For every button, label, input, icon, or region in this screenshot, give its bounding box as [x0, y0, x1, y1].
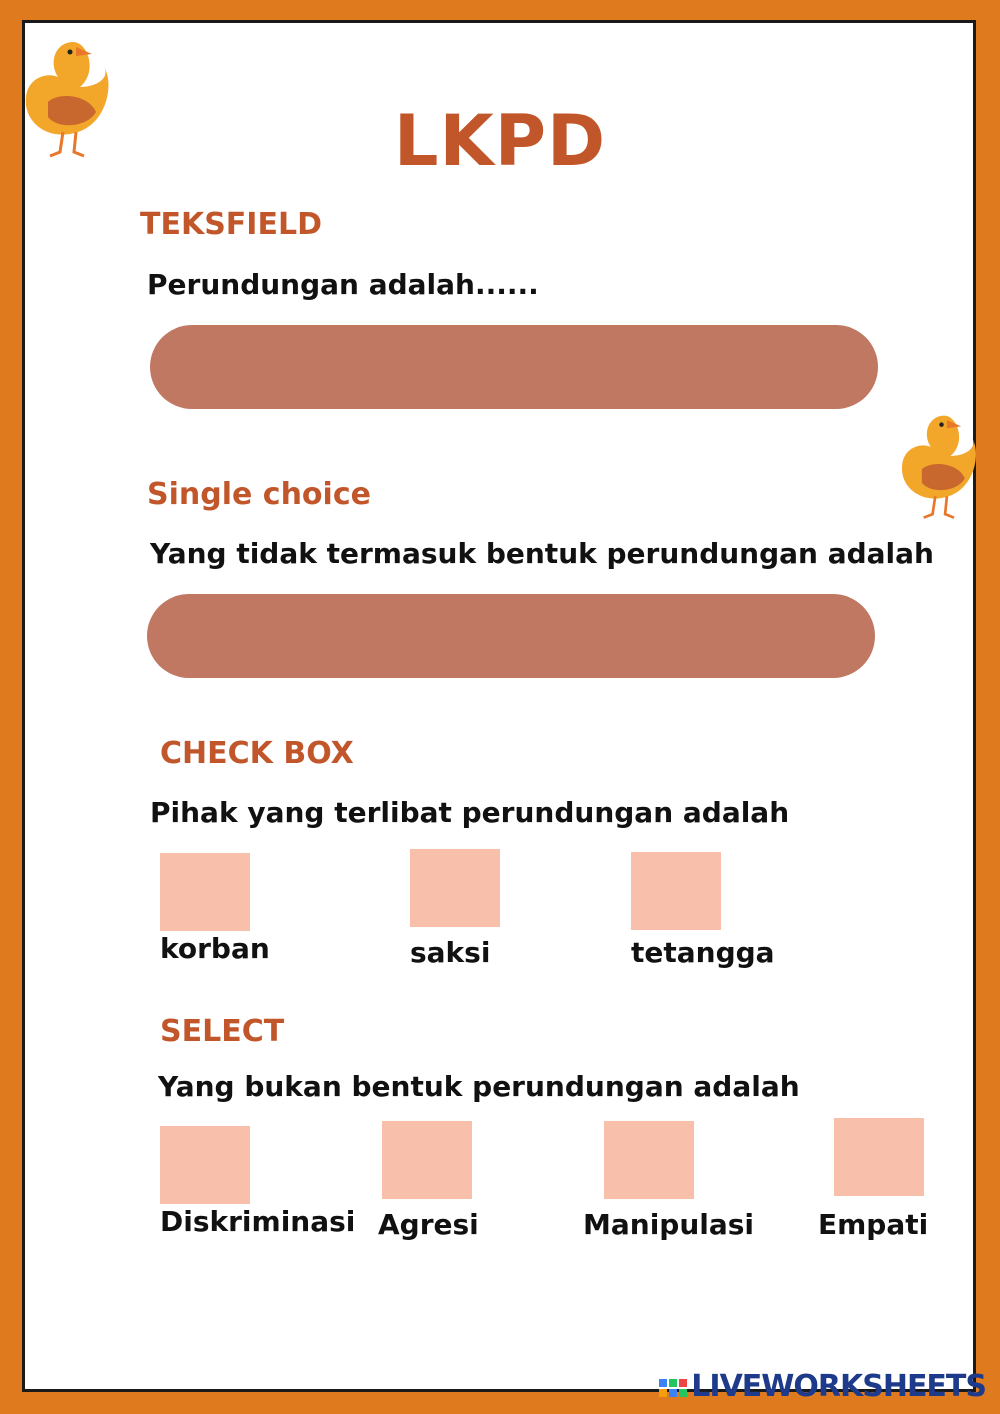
- checkbox-label: korban: [160, 932, 270, 965]
- select-box-agresi[interactable]: [382, 1121, 472, 1199]
- question-select: Yang bukan bentuk perundungan adalah: [158, 1070, 800, 1103]
- single-choice-dropdown[interactable]: [147, 594, 875, 678]
- section-heading-teksfield: TEKSFIELD: [140, 207, 322, 242]
- page-title: LKPD: [393, 100, 607, 182]
- question-check-box: Pihak yang terlibat perundungan adalah: [150, 796, 790, 829]
- checkbox-label: tetangga: [631, 936, 775, 969]
- duck-icon: [895, 405, 980, 523]
- select-label: Manipulasi: [583, 1208, 755, 1241]
- select-box-empati[interactable]: [834, 1118, 924, 1196]
- section-heading-select: SELECT: [160, 1014, 285, 1049]
- checkbox-label: saksi: [410, 936, 491, 969]
- text-answer-field[interactable]: [150, 325, 878, 409]
- footer-brand: LIVEWORKSHEETS: [691, 1369, 986, 1404]
- section-heading-single-choice: Single choice: [147, 477, 371, 512]
- question-single-choice: Yang tidak termasuk bentuk perundungan adalah: [150, 537, 934, 570]
- liveworksheets-logo: [659, 1369, 986, 1404]
- select-label: Agresi: [378, 1208, 479, 1241]
- checkbox-tetangga[interactable]: [631, 852, 721, 930]
- logo-grid-icon: [659, 1379, 687, 1397]
- select-label: Diskriminasi: [160, 1205, 356, 1238]
- checkbox-korban[interactable]: [160, 853, 250, 931]
- section-heading-check-box: CHECK BOX: [160, 736, 354, 771]
- select-box-diskriminasi[interactable]: [160, 1126, 250, 1204]
- select-label: Empati: [818, 1208, 929, 1241]
- select-box-manipulasi[interactable]: [604, 1121, 694, 1199]
- checkbox-saksi[interactable]: [410, 849, 500, 927]
- question-teksfield: Perundungan adalah......: [147, 268, 539, 301]
